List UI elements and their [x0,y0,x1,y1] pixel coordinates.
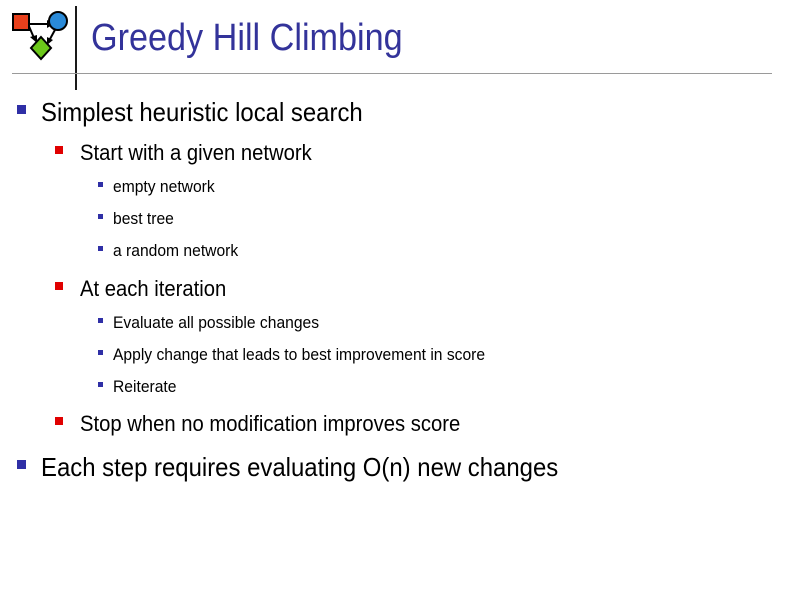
bullet-item [55,411,493,437]
bullet-text: At each iteration [80,276,227,301]
square-bullet-icon [98,182,103,187]
bullet-item [98,377,182,397]
bullet-item [98,241,249,261]
slide-title: Greedy Hill Climbing [91,17,403,59]
bullet-text: Stop when no modification improves score [80,411,461,436]
bullet-text: Evaluate all possible changes [113,313,320,332]
title-divider-vertical [75,6,77,90]
bullet-text: best tree [113,209,174,228]
square-bullet-icon [17,460,26,469]
square-bullet-icon [98,214,103,219]
bullet-item [98,345,517,365]
title-divider-horizontal [12,73,772,74]
bullet-text: Simplest heuristic local search [41,97,363,127]
bullet-item [98,313,337,333]
bullet-text: a random network [113,241,239,260]
bullet-item [98,209,179,229]
bullet-text: Reiterate [113,377,177,396]
bullet-item [17,97,391,128]
bullet-text: Apply change that leads to best improvement in score [113,345,486,364]
square-bullet-icon [17,105,26,114]
square-bullet-icon [98,382,103,387]
square-bullet-icon [55,417,63,425]
bullet-item [55,140,332,166]
square-bullet-icon [55,146,63,154]
bullet-item [55,276,239,302]
square-bullet-icon [98,246,103,251]
bullet-text: Each step requires evaluating O(n) new changes [41,452,559,482]
square-bullet-icon [98,350,103,355]
bullet-text: Start with a given network [80,140,312,165]
square-bullet-icon [98,318,103,323]
square-bullet-icon [55,282,63,290]
bullet-item [17,452,603,483]
bullet-text: empty network [113,177,215,196]
bayesian-network-logo-icon [10,8,72,66]
bullet-item [98,177,224,197]
